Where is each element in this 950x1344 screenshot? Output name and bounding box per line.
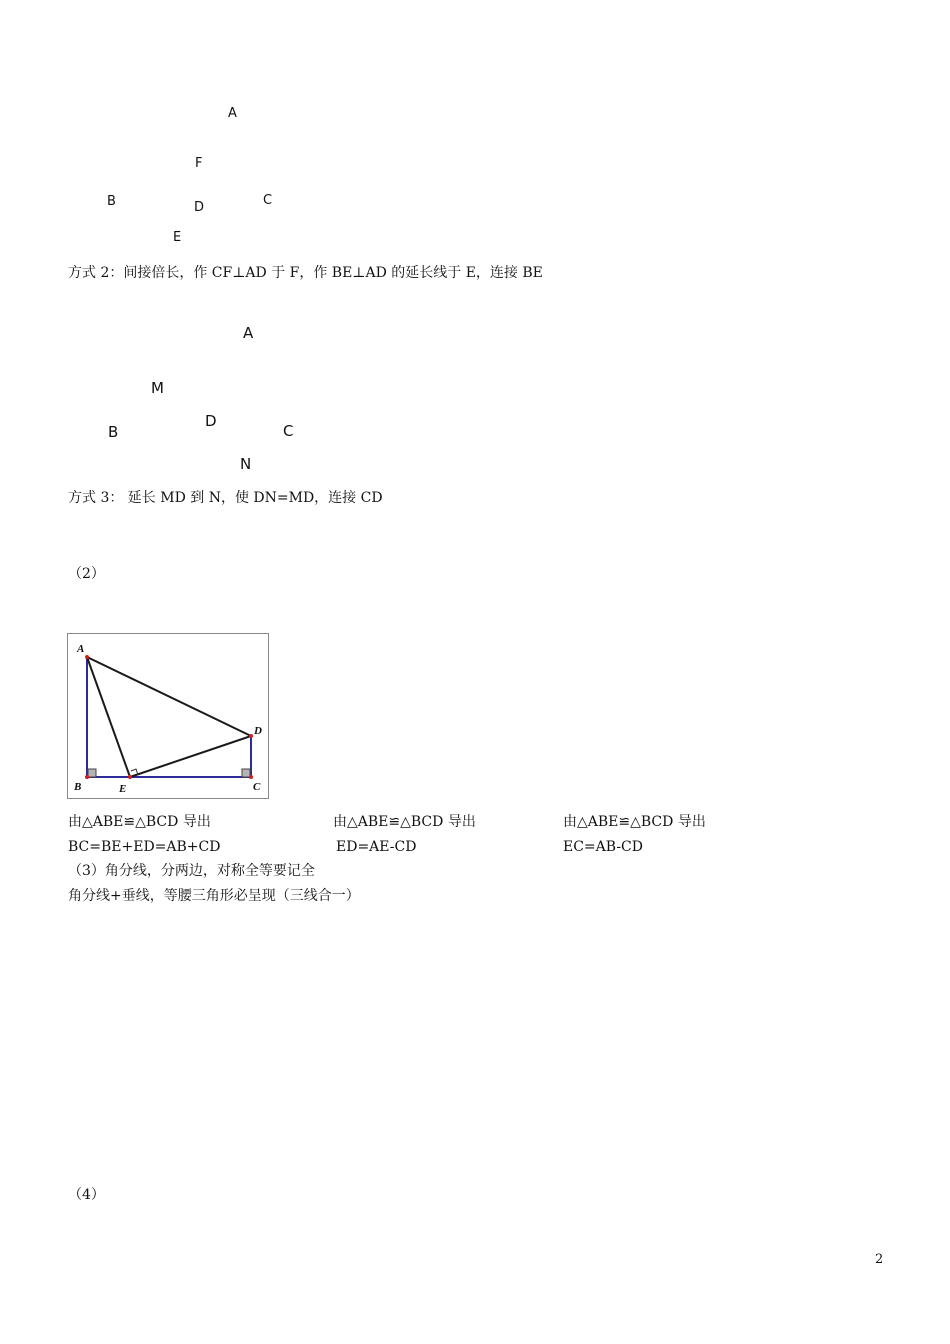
fig1-point-c: C [263,193,273,208]
point-b [85,775,89,779]
label-b: B [74,781,82,793]
fig1-point-f: F [195,156,203,171]
figure-3-svg [68,634,270,800]
page-number: 2 [875,1252,884,1267]
conclusion-2-result: ED=AE-CD [336,839,417,855]
fig1-point-b: B [107,194,116,209]
figure-3-geometry [67,633,269,799]
fig1-point-a: A [228,106,237,121]
label-e: E [119,783,127,795]
point-a [85,655,89,659]
segment-ed [130,736,251,777]
section-2-label: （2） [68,566,105,582]
right-angle-c [242,769,250,777]
fig2-point-d: D [205,412,217,430]
conclusion-2-premise: 由△ABE≌△BCD 导出 [333,814,476,830]
point-d [249,734,253,738]
method-3-caption: 方式 3： 延长 MD 到 N，使 DN=MD，连接 CD [68,490,383,506]
point-e [128,775,132,779]
conclusion-1-result: BC=BE+ED=AB+CD [68,839,221,855]
conclusion-3-premise: 由△ABE≌△BCD 导出 [563,814,706,830]
section-4-label: （4） [68,1187,105,1203]
fig2-point-a: A [243,324,254,342]
section-3-title: （3）角分线，分两边，对称全等要记全 [68,863,315,879]
fig2-point-b: B [108,423,119,441]
label-c: C [253,781,261,793]
right-angle-b [88,769,96,777]
method-2-caption: 方式 2：间接倍长，作 CF⊥AD 于 F，作 BE⊥AD 的延长线于 E，连接 BE [68,265,543,281]
fig2-point-c: C [283,422,294,440]
fig1-point-e: E [173,230,182,245]
point-c [249,775,253,779]
fig2-point-n: N [240,455,252,473]
label-a: A [77,643,85,655]
fig1-point-d: D [194,200,205,215]
label-d: D [254,725,262,737]
conclusion-3-result: EC=AB-CD [563,839,643,855]
conclusion-1-premise: 由△ABE≌△BCD 导出 [68,814,211,830]
fig2-point-m: M [151,379,164,397]
section-3-rule: 角分线+垂线，等腰三角形必呈现（三线合一） [68,888,360,904]
